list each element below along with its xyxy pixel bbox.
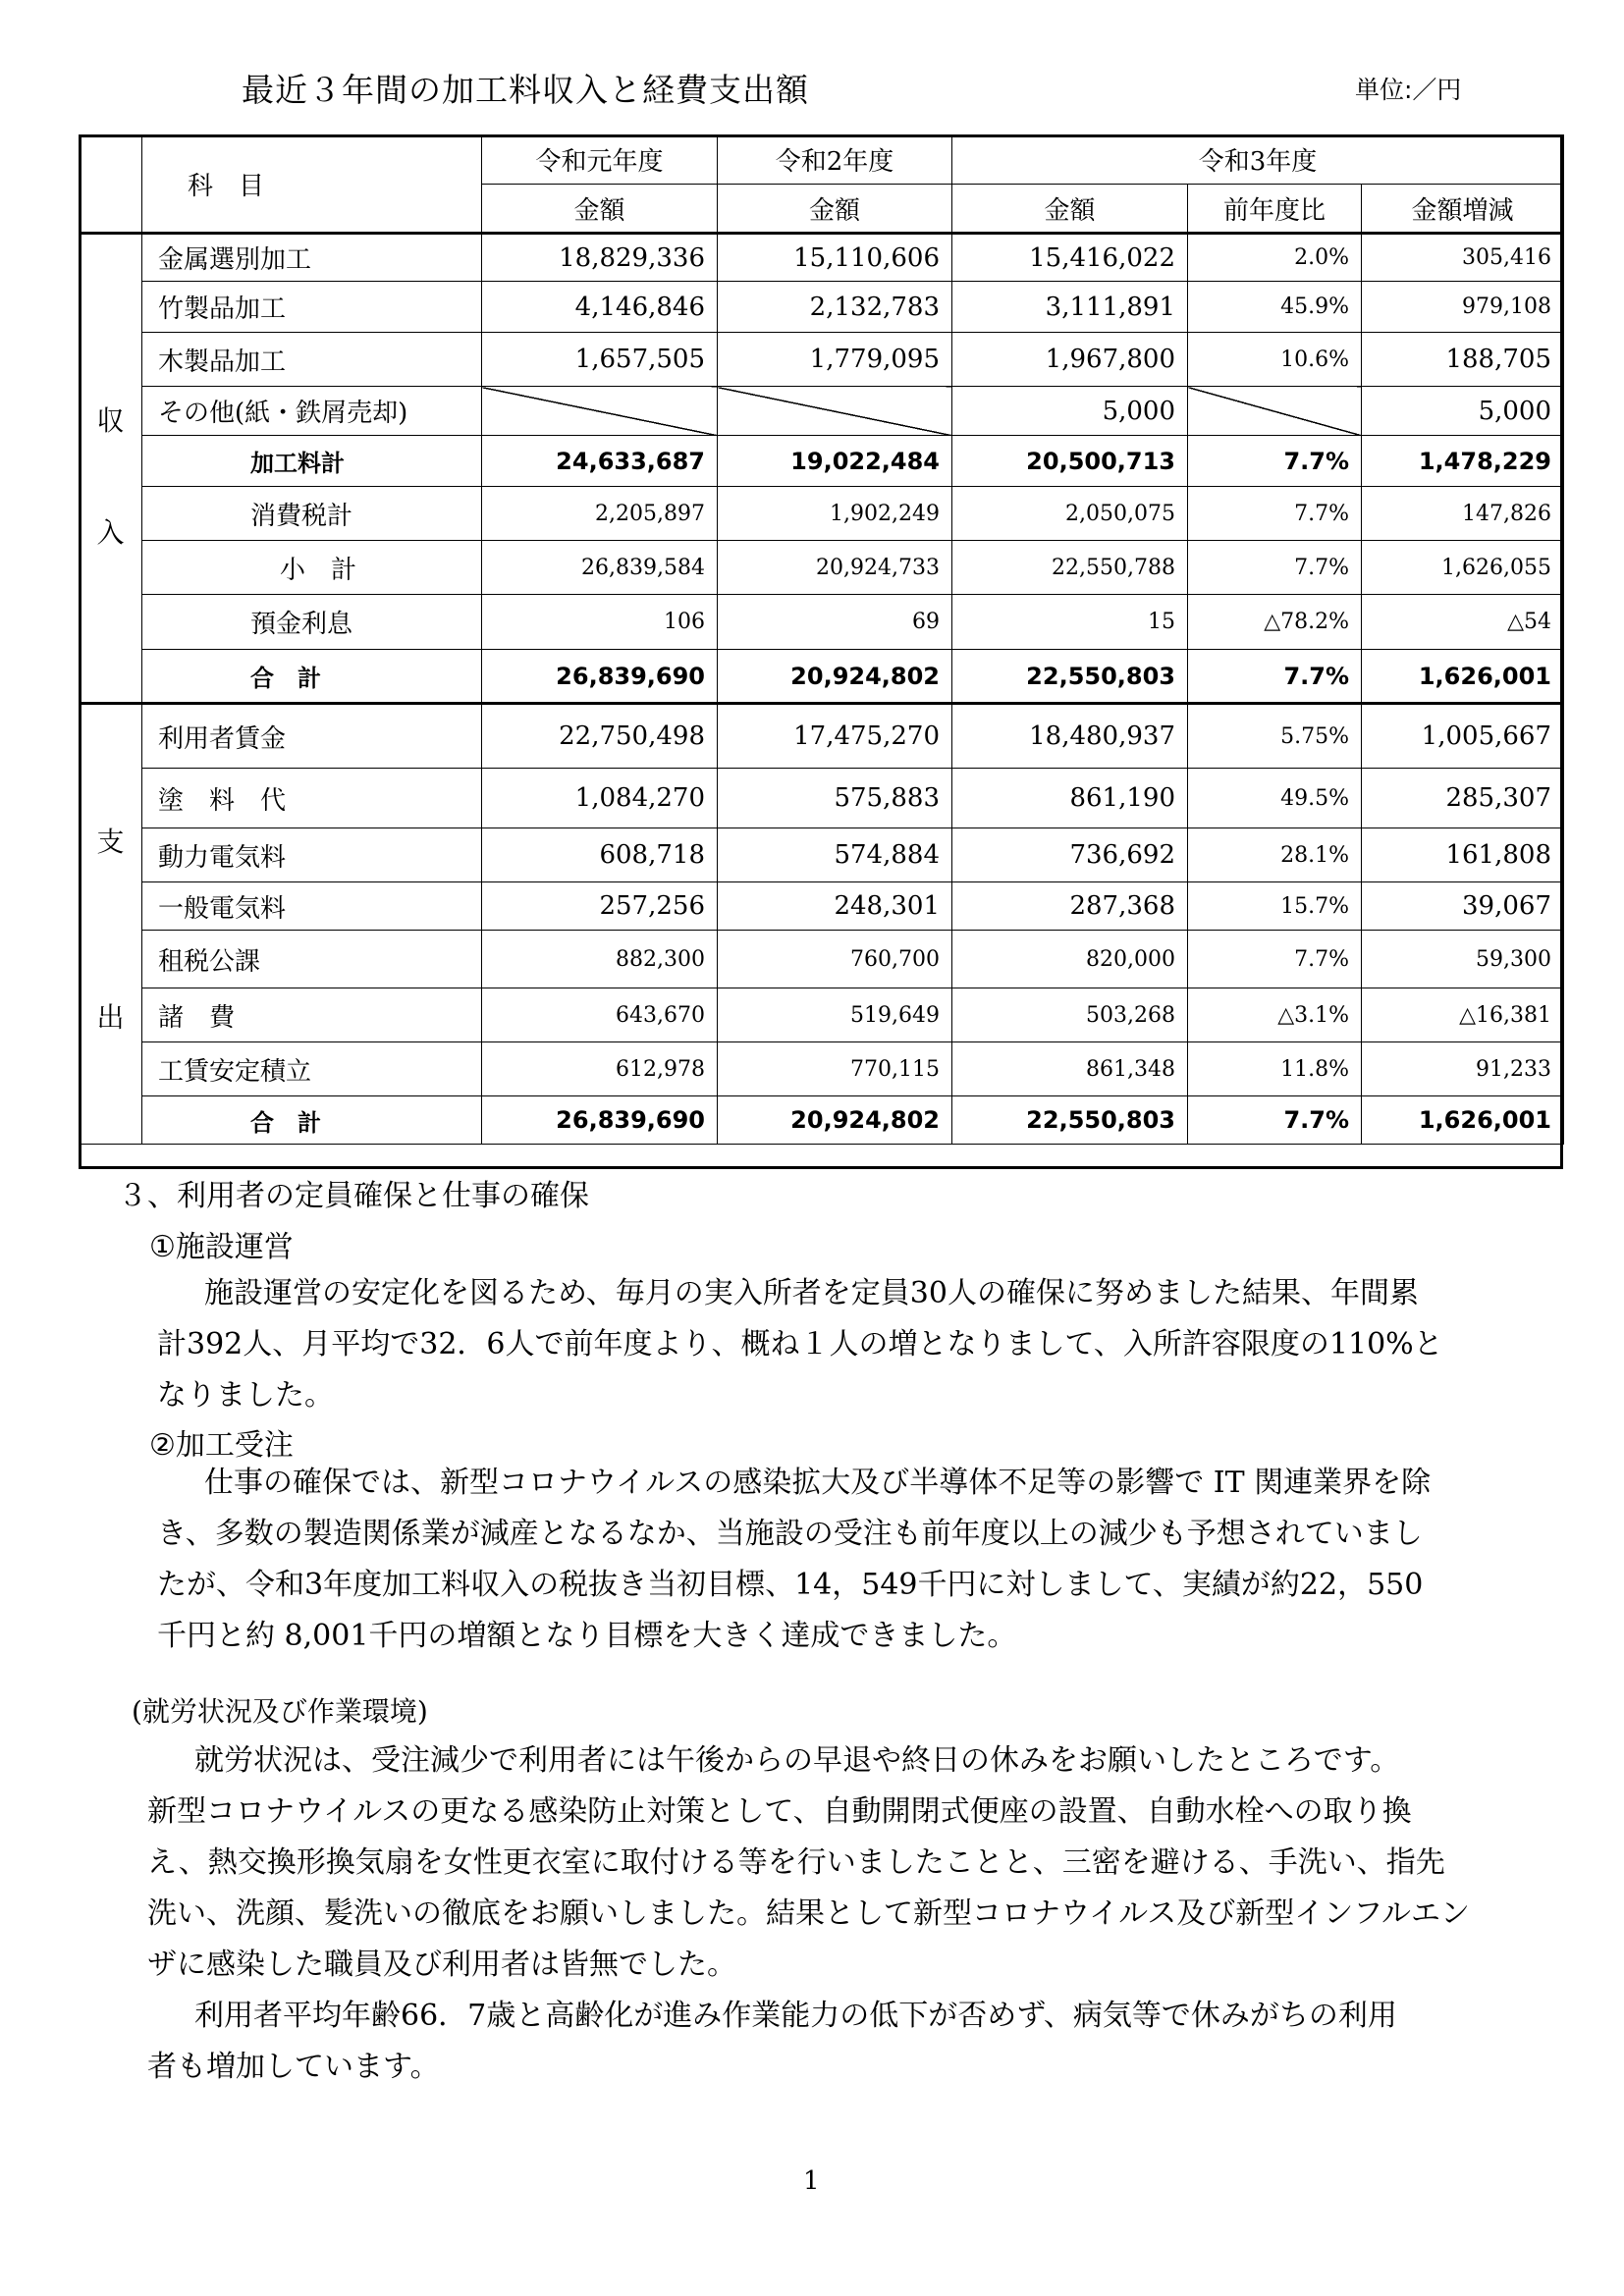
cell-r1: 608,718 bbox=[482, 828, 718, 882]
cell-diff: 147,826 bbox=[1362, 487, 1564, 541]
table-row bbox=[80, 1042, 1564, 1096]
cell-r1 bbox=[482, 387, 718, 436]
cell-r1: 643,670 bbox=[482, 988, 718, 1042]
cell-ratio: 7.7% bbox=[1188, 650, 1362, 704]
subheader-ratio: 前年度比 bbox=[1188, 185, 1362, 234]
cell-ratio: 7.7% bbox=[1188, 1096, 1362, 1145]
row-label: 加工料計 bbox=[142, 436, 482, 487]
table-row bbox=[80, 282, 1564, 333]
cell-r2 bbox=[718, 387, 952, 436]
cell-r1: 2,205,897 bbox=[482, 487, 718, 541]
paragraph-line: ザに感染した職員及び利用者は皆無でした。 bbox=[147, 1948, 736, 1982]
row-label: 小 計 bbox=[142, 541, 482, 595]
cell-r2: 760,700 bbox=[718, 931, 952, 988]
cell-r3: 861,348 bbox=[952, 1042, 1188, 1096]
expense-section-label bbox=[80, 704, 142, 1145]
cell-r3: 503,268 bbox=[952, 988, 1188, 1042]
cell-r3: 2,050,075 bbox=[952, 487, 1188, 541]
page-number: 1 bbox=[803, 2166, 820, 2196]
paragraph-line: 仕事の確保では、新型コロナウイルスの感染拡大及び半導体不足等の影響で IT 関連業界を除 bbox=[204, 1466, 1432, 1500]
cell-ratio: △78.2% bbox=[1188, 595, 1362, 650]
cell-ratio: 28.1% bbox=[1188, 828, 1362, 882]
table-row bbox=[80, 769, 1564, 828]
header-blank-cell bbox=[80, 135, 142, 234]
cell-diff: 979,108 bbox=[1362, 282, 1564, 333]
row-label: 木製品加工 bbox=[142, 333, 482, 387]
table-row bbox=[80, 436, 1564, 487]
expense-section-char: 支 bbox=[96, 826, 125, 858]
paragraph-line: 利用者平均年齢66．7歳と高齢化が進み作業能力の低下が否めず、病気等で休みがちの利用 bbox=[194, 1999, 1397, 2033]
cell-r3: 22,550,803 bbox=[952, 1096, 1188, 1145]
cell-r3: 861,190 bbox=[952, 769, 1188, 828]
finance-table bbox=[79, 134, 1564, 1145]
cell-r3: 15 bbox=[952, 595, 1188, 650]
cell-ratio: △3.1% bbox=[1188, 988, 1362, 1042]
paragraph-facility bbox=[157, 1268, 1512, 1421]
cell-r3: 736,692 bbox=[952, 828, 1188, 882]
paragraph-line: 就労状況は、受注減少で利用者には午後からの早退や終日の休みをお願いしたところです。 bbox=[194, 1743, 1400, 1778]
cell-r2: 17,475,270 bbox=[718, 704, 952, 769]
cell-r3: 18,480,937 bbox=[952, 704, 1188, 769]
cell-diff: 59,300 bbox=[1362, 931, 1564, 988]
cell-r1: 24,633,687 bbox=[482, 436, 718, 487]
paragraph-line: たが、令和3年度加工料収入の税抜き当初目標、14，549千円に対しまして、実績が約22，550 bbox=[157, 1568, 1424, 1602]
cell-ratio: 2.0% bbox=[1188, 234, 1362, 282]
cell-ratio: 49.5% bbox=[1188, 769, 1362, 828]
header-subject: 科 目 bbox=[142, 135, 482, 234]
expense-section-char: 出 bbox=[96, 1001, 125, 1034]
table-row bbox=[80, 988, 1564, 1042]
row-label: 利用者賃金 bbox=[142, 704, 482, 769]
unit-label: 単位:／円 bbox=[1355, 76, 1462, 104]
paragraph-line: 計392人、月平均で32．6人で前年度より、概ね１人の増となりまして、入所許容限度の110%と bbox=[157, 1327, 1443, 1362]
table-row bbox=[80, 650, 1564, 704]
subsection-heading-orders: ②加工受注 bbox=[149, 1428, 294, 1463]
subheader-amount-r1: 金額 bbox=[482, 185, 718, 234]
cell-r1: 4,146,846 bbox=[482, 282, 718, 333]
subheader-amount-r3: 金額 bbox=[952, 185, 1188, 234]
cell-r2: 19,022,484 bbox=[718, 436, 952, 487]
cell-r2: 1,902,249 bbox=[718, 487, 952, 541]
row-label: 竹製品加工 bbox=[142, 282, 482, 333]
row-label: 預金利息 bbox=[142, 595, 482, 650]
cell-r2: 574,884 bbox=[718, 828, 952, 882]
cell-r2: 20,924,733 bbox=[718, 541, 952, 595]
cell-r2: 69 bbox=[718, 595, 952, 650]
cell-ratio: 45.9% bbox=[1188, 282, 1362, 333]
cell-r1: 26,839,690 bbox=[482, 650, 718, 704]
cell-diff: 39,067 bbox=[1362, 882, 1564, 931]
cell-r3: 820,000 bbox=[952, 931, 1188, 988]
table-row bbox=[80, 387, 1564, 436]
header-year-r1: 令和元年度 bbox=[482, 135, 718, 185]
cell-r1: 22,750,498 bbox=[482, 704, 718, 769]
subsection-heading-facility: ①施設運営 bbox=[149, 1230, 294, 1264]
cell-r2: 575,883 bbox=[718, 769, 952, 828]
cell-r3: 22,550,803 bbox=[952, 650, 1188, 704]
table-row bbox=[80, 882, 1564, 931]
paragraph-line: なりました。 bbox=[157, 1378, 334, 1413]
cell-ratio: 5.75% bbox=[1188, 704, 1362, 769]
cell-diff: 285,307 bbox=[1362, 769, 1564, 828]
row-label: 工賃安定積立 bbox=[142, 1042, 482, 1096]
subheader-diff: 金額増減 bbox=[1362, 185, 1564, 234]
cell-r3: 15,416,022 bbox=[952, 234, 1188, 282]
work-status-heading: (就労状況及び作業環境) bbox=[132, 1695, 428, 1728]
cell-ratio: 15.7% bbox=[1188, 882, 1362, 931]
row-label: 消費税計 bbox=[142, 487, 482, 541]
row-label: 合 計 bbox=[142, 650, 482, 704]
income-section-label bbox=[80, 234, 142, 704]
cell-diff: 1,005,667 bbox=[1362, 704, 1564, 769]
cell-diff: 1,626,001 bbox=[1362, 1096, 1564, 1145]
cell-r1: 257,256 bbox=[482, 882, 718, 931]
paragraph-line: え、熱交換形換気扇を女性更衣室に取付ける等を行いましたことと、三密を避ける、手洗い、指先 bbox=[147, 1845, 1445, 1880]
cell-r1: 106 bbox=[482, 595, 718, 650]
cell-r3: 20,500,713 bbox=[952, 436, 1188, 487]
paragraph-work-status bbox=[147, 1735, 1502, 2093]
row-label: 合 計 bbox=[142, 1096, 482, 1145]
cell-ratio: 10.6% bbox=[1188, 333, 1362, 387]
cell-diff: 5,000 bbox=[1362, 387, 1564, 436]
cell-r1: 1,657,505 bbox=[482, 333, 718, 387]
paragraph-line: き、多数の製造関係業が減産となるなか、当施設の受注も前年度以上の減少も予想されていまし bbox=[157, 1517, 1423, 1551]
row-label: 動力電気料 bbox=[142, 828, 482, 882]
row-label: 一般電気料 bbox=[142, 882, 482, 931]
table-row bbox=[80, 595, 1564, 650]
cell-r2: 2,132,783 bbox=[718, 282, 952, 333]
cell-ratio bbox=[1188, 387, 1362, 436]
row-label: その他(紙・鉄屑売却) bbox=[142, 387, 482, 436]
paragraph-line: 千円と約 8,001千円の増額となり目標を大きく達成できました。 bbox=[157, 1619, 1017, 1653]
cell-r3: 22,550,788 bbox=[952, 541, 1188, 595]
cell-ratio: 11.8% bbox=[1188, 1042, 1362, 1096]
cell-r1: 1,084,270 bbox=[482, 769, 718, 828]
cell-r2: 248,301 bbox=[718, 882, 952, 931]
table-row bbox=[80, 828, 1564, 882]
cell-diff: 1,626,055 bbox=[1362, 541, 1564, 595]
table-row bbox=[80, 487, 1564, 541]
cell-ratio: 7.7% bbox=[1188, 487, 1362, 541]
cell-diff: 1,478,229 bbox=[1362, 436, 1564, 487]
paragraph-line: 新型コロナウイルスの更なる感染防止対策として、自動開閉式便座の設置、自動水栓への取り換 bbox=[147, 1794, 1412, 1829]
header-year-r3: 令和3年度 bbox=[952, 135, 1564, 185]
cell-r2: 1,779,095 bbox=[718, 333, 952, 387]
cell-r3: 5,000 bbox=[952, 387, 1188, 436]
cell-diff: △54 bbox=[1362, 595, 1564, 650]
row-label: 租税公課 bbox=[142, 931, 482, 988]
table-row bbox=[80, 704, 1564, 769]
header-year-r2: 令和2年度 bbox=[718, 135, 952, 185]
table-row bbox=[80, 1096, 1564, 1145]
row-label: 塗 料 代 bbox=[142, 769, 482, 828]
cell-diff: 91,233 bbox=[1362, 1042, 1564, 1096]
cell-r2: 770,115 bbox=[718, 1042, 952, 1096]
paragraph-line: 施設運営の安定化を図るため、毎月の実入所者を定員30人の確保に努めました結果、年間累 bbox=[204, 1276, 1419, 1310]
income-section-char: 入 bbox=[96, 516, 125, 549]
cell-r3: 1,967,800 bbox=[952, 333, 1188, 387]
table-row bbox=[80, 931, 1564, 988]
cell-r2: 20,924,802 bbox=[718, 1096, 952, 1145]
cell-r2: 519,649 bbox=[718, 988, 952, 1042]
cell-diff: 161,808 bbox=[1362, 828, 1564, 882]
table-row bbox=[80, 541, 1564, 595]
cell-diff: 188,705 bbox=[1362, 333, 1564, 387]
subheader-amount-r2: 金額 bbox=[718, 185, 952, 234]
cell-ratio: 7.7% bbox=[1188, 931, 1362, 988]
cell-r1: 612,978 bbox=[482, 1042, 718, 1096]
table-row bbox=[80, 333, 1564, 387]
page-title: 最近３年間の加工料収入と経費支出額 bbox=[242, 71, 809, 109]
cell-r1: 18,829,336 bbox=[482, 234, 718, 282]
section-heading: ３、利用者の定員確保と仕事の確保 bbox=[118, 1179, 589, 1213]
income-section-char: 収 bbox=[96, 404, 125, 437]
paragraph-line: 者も増加しています。 bbox=[147, 2050, 440, 2084]
cell-diff: △16,381 bbox=[1362, 988, 1564, 1042]
cell-r1: 882,300 bbox=[482, 931, 718, 988]
cell-r3: 287,368 bbox=[952, 882, 1188, 931]
table-row bbox=[80, 234, 1564, 282]
cell-r2: 20,924,802 bbox=[718, 650, 952, 704]
cell-r2: 15,110,606 bbox=[718, 234, 952, 282]
cell-r3: 3,111,891 bbox=[952, 282, 1188, 333]
cell-diff: 305,416 bbox=[1362, 234, 1564, 282]
paragraph-line: 洗い、洗顔、髪洗いの徹底をお願いしました。結果として新型コロナウイルス及び新型インフルエン bbox=[147, 1896, 1470, 1931]
cell-r1: 26,839,690 bbox=[482, 1096, 718, 1145]
paragraph-orders bbox=[157, 1458, 1512, 1662]
row-label: 金属選別加工 bbox=[142, 234, 482, 282]
cell-diff: 1,626,001 bbox=[1362, 650, 1564, 704]
cell-ratio: 7.7% bbox=[1188, 541, 1362, 595]
cell-r1: 26,839,584 bbox=[482, 541, 718, 595]
row-label: 諸 費 bbox=[142, 988, 482, 1042]
cell-ratio: 7.7% bbox=[1188, 436, 1362, 487]
